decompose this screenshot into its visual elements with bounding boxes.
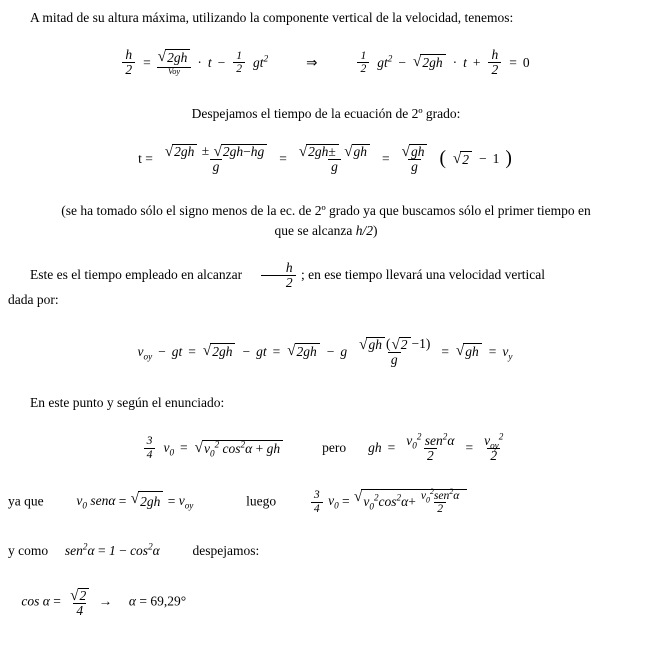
- radical-icon: √: [298, 144, 308, 161]
- fraction-sqrtgh-over-g: [398, 144, 432, 175]
- row-yaque-luego: [0, 486, 650, 516]
- variable-g: g: [340, 343, 348, 359]
- radicand-gh: gh: [409, 144, 428, 159]
- radical-icon: √: [344, 144, 353, 161]
- tiempo-suffix: ; en ese tiempo llevará una velocidad vertical: [301, 266, 546, 282]
- sqrt-gh: [402, 144, 428, 159]
- fraction-sqrtgh-times-paren-over-g: [355, 337, 433, 368]
- sqrt-2: [453, 151, 472, 168]
- equals-sign-3: =: [441, 343, 449, 359]
- sqrt-v0cos2a-plus-gh: [195, 440, 283, 457]
- sqrt-2gh-minus-hg: [214, 144, 268, 159]
- sqrt-final-expression: [354, 486, 467, 516]
- term-cos-alpha: cos α: [21, 593, 50, 609]
- numerator-voy-squared: $v_{oy}^2$: [484, 431, 504, 451]
- note-prefix: que se alcanza: [274, 222, 356, 238]
- radical-icon: √: [354, 488, 363, 505]
- term-gt-squared: $gt^2$: [253, 53, 269, 70]
- tiempo-prefix: Este es el tiempo empleado en alcanzar: [30, 266, 243, 282]
- radical-icon: √: [456, 343, 465, 360]
- equation-t-solution: [0, 144, 650, 175]
- note-suffix: ): [373, 222, 378, 238]
- sqrt-2gh-3: [287, 343, 320, 360]
- variable-alpha: α: [128, 593, 136, 609]
- numerator-sqrt-gh: [398, 144, 432, 159]
- radicand-2gh: 2gh: [165, 49, 190, 66]
- term-gt-2: gt: [256, 343, 267, 359]
- radicand-gh: gh: [352, 144, 371, 159]
- sqrt-2gh: [131, 491, 164, 512]
- variable-t: t: [207, 54, 212, 70]
- fraction-three-fourths: [144, 435, 156, 460]
- denominator-4: 4: [73, 603, 86, 618]
- paragraph-dada-por: dada por:: [8, 292, 59, 308]
- equals-sign: =: [188, 343, 196, 359]
- paragraph-note-line2: [0, 221, 650, 241]
- radicand-2gh-minus-hg: 2gh−hg: [221, 144, 267, 159]
- fraction-v0sen2a-over-2-b: [418, 486, 463, 516]
- paragraph-tiempo: [0, 261, 650, 290]
- radical-icon: √: [164, 144, 174, 161]
- dot-operator-2: ·: [452, 54, 458, 70]
- term-v0: $v_0$: [163, 440, 175, 458]
- sqrt-2gh: [203, 343, 236, 360]
- label-luego: luego: [246, 493, 277, 509]
- equals-sign-2: =: [382, 151, 390, 167]
- dot-operator: ·: [197, 54, 202, 70]
- denominator-g: g: [388, 352, 401, 367]
- numerator-v0sen2a: $v_0^2sen^2\alpha$: [420, 486, 460, 505]
- equals-sign-2: =: [387, 440, 396, 456]
- equals-sign-4: =: [488, 343, 497, 359]
- fraction-v0sen2a-over-2: [403, 431, 457, 463]
- equals-sign-3: =: [342, 493, 350, 509]
- denominator-4: 4: [144, 448, 156, 461]
- sqrt-2: [70, 588, 89, 603]
- fraction-h-over-2: [122, 48, 135, 77]
- denominator-g: g: [328, 159, 341, 174]
- equation-1: [0, 48, 650, 77]
- sqrt-gh-2: [456, 343, 482, 360]
- equation-final-result: [0, 587, 650, 618]
- underbrace-label: Voy: [168, 67, 181, 77]
- radical-icon: √: [359, 336, 368, 353]
- radical-icon: √: [287, 343, 296, 360]
- open-paren: (: [439, 148, 446, 170]
- minus-sign: −: [158, 343, 166, 359]
- denominator-2: 2: [261, 275, 296, 290]
- term-v0-sen-alpha: $v_0$ senα: [76, 493, 116, 511]
- radicand-v0cos2a-plus-gh: $v_0^2$ $\cos^2\alpha$ + gh: [202, 440, 283, 457]
- radicand-2: 2: [460, 151, 472, 168]
- minus-sign: −: [217, 54, 226, 70]
- radicand-2gh: 2gh: [295, 343, 320, 360]
- numerator-h: h: [285, 260, 293, 275]
- numerator-3: 3: [313, 488, 320, 502]
- row-ycomo: [0, 541, 650, 561]
- term-v0-b: $v_0$: [328, 493, 339, 511]
- angle-result-value: 69,29°: [150, 593, 187, 609]
- numerator-simplified: [295, 144, 374, 159]
- minus-sign-2: −: [242, 343, 251, 359]
- open-paren: (: [385, 335, 391, 351]
- numerator-h: h: [491, 47, 499, 63]
- radical-icon: √: [391, 336, 400, 353]
- numerator-1: 1: [236, 49, 243, 63]
- fraction-simplified: [295, 144, 374, 175]
- paragraph-enunciado: En este punto y según el enunciado:: [30, 395, 225, 411]
- label-pero: pero: [322, 440, 347, 456]
- plus-sign: +: [472, 54, 481, 70]
- fraction-h-over-2-b: [488, 48, 501, 77]
- underbrace-voy: [157, 49, 192, 76]
- radicand-2gh: 2gh: [172, 144, 197, 159]
- term-vy: $v_y$: [502, 343, 513, 362]
- sqrt-2gh: [165, 144, 198, 159]
- paragraph-intro: A mitad de su altura máxima, utilizando la componente vertical de la velocidad, tenemos:: [30, 10, 514, 25]
- zero-value: 0: [522, 54, 530, 70]
- numerator-1: 1: [360, 49, 367, 63]
- numerator-quadratic: [161, 144, 271, 159]
- sqrt-gh: [359, 337, 385, 352]
- radical-icon: √: [157, 49, 167, 66]
- label-ycomo: y como: [8, 543, 49, 559]
- fraction-sqrt2-over-4: [66, 587, 93, 618]
- radical-icon: √: [413, 54, 422, 71]
- denominator-g: g: [408, 159, 421, 174]
- sqrt-2: [391, 337, 410, 352]
- minus-sign-2: −: [398, 54, 407, 70]
- identity-sen2a: sen$^2$α: [64, 541, 95, 559]
- radical-icon: √: [452, 150, 462, 167]
- radical-icon: √: [213, 144, 222, 161]
- one-value: 1: [492, 151, 500, 167]
- radical-icon: √: [70, 587, 79, 604]
- arrow-icon: →: [98, 593, 113, 609]
- radicand-2: 2: [399, 337, 411, 352]
- fraction-three-fourths-2: [311, 489, 323, 514]
- numerator-sqrt2: [66, 587, 93, 602]
- radicand-final: $v_0^2\cos^2\alpha+$ $\frac{v_0^2sen^2\alpha}{2}$: [361, 489, 467, 515]
- numerator-3: 3: [146, 434, 153, 448]
- radicand-gh: gh: [463, 343, 482, 360]
- close-paren: ): [505, 148, 512, 170]
- fraction-one-half: [233, 50, 245, 75]
- numerator-h: h: [125, 47, 133, 63]
- radicand-2gh: 2gh: [138, 491, 163, 512]
- equals-sign: =: [97, 543, 106, 559]
- equation-enunciado: [0, 431, 650, 463]
- radicand-2gh: 2gh±: [306, 144, 339, 159]
- label-despejamos: despejamos:: [192, 543, 260, 559]
- fraction-quadratic: [161, 144, 271, 175]
- equals-sign: =: [53, 593, 61, 609]
- equals-sign: =: [143, 54, 151, 70]
- radicand-2: 2: [78, 588, 90, 603]
- label-yaque: ya que: [8, 493, 44, 509]
- minus-sign: −: [119, 543, 127, 559]
- sqrt-2gh-2: [413, 54, 446, 71]
- identity-one: 1: [108, 543, 116, 559]
- implies-arrow-icon: ⇒: [306, 54, 318, 70]
- equals-sign: =: [279, 151, 287, 167]
- denominator-2: 2: [122, 62, 135, 77]
- minus-sign: −: [479, 151, 487, 167]
- radical-icon: √: [202, 343, 212, 360]
- denominator-2: 2: [424, 448, 437, 463]
- equals-sign: =: [118, 493, 127, 509]
- equals-sign-2: =: [167, 493, 176, 509]
- denominator-2: 2: [488, 62, 501, 77]
- equation-velocity-vertical: [0, 337, 650, 368]
- equals-sign: =: [180, 440, 188, 456]
- sqrt-gh: [344, 144, 370, 159]
- note-math-h-over-2: h/2: [355, 222, 374, 238]
- term-voy: $v_{oy}$: [137, 343, 153, 362]
- denominator-2: 2: [357, 62, 369, 75]
- numerator-sqrtgh-paren: [355, 337, 433, 352]
- term-gt-squared-2: $gt^2$: [377, 53, 393, 70]
- close-paren: ): [425, 335, 431, 351]
- radical-icon: √: [130, 491, 140, 508]
- fraction-voy2-over-2: [481, 431, 506, 463]
- plus-minus-sign: ±: [201, 142, 210, 158]
- equals-sign-3: =: [465, 440, 474, 456]
- paragraph-note-line1: (se ha tomado sólo el signo menos de la ec. de 2º grado ya que buscamos sólo el primer tiempo en: [61, 202, 591, 218]
- identity-cos2a: $\cos^2\alpha$: [130, 541, 160, 559]
- equals-sign-2: =: [272, 343, 281, 359]
- numerator-v0sen2a: $v_0^2$ sen$^2$α: [406, 431, 455, 451]
- minus-sign: −: [411, 335, 420, 351]
- label-t: t =: [138, 151, 153, 167]
- denominator-2: 2: [233, 62, 245, 75]
- equals-sign-2: =: [509, 54, 517, 70]
- term-gt: gt: [171, 343, 183, 359]
- denominator-2: 2: [487, 448, 500, 463]
- radicand-gh: gh: [366, 337, 385, 352]
- radicand-2gh: 2gh: [420, 54, 445, 71]
- variable-t-2: t: [463, 54, 467, 70]
- paragraph-despejamos: Despejamos el tiempo de la ecuación de 2º grado:: [191, 105, 461, 121]
- one-value: 1: [419, 335, 426, 351]
- sqrt-2gh: [299, 144, 339, 159]
- denominator-g: g: [210, 159, 223, 174]
- fraction-h-over-2-inline: [261, 261, 296, 290]
- denominator-4: 4: [311, 502, 323, 515]
- radical-icon: √: [401, 144, 410, 161]
- equals-sign-2: =: [139, 593, 147, 609]
- radical-icon: √: [194, 439, 203, 456]
- term-gh: gh: [368, 440, 382, 456]
- fraction-one-half-2: [357, 50, 369, 75]
- radicand-2gh: 2gh: [210, 343, 235, 360]
- term-voy: $v_{oy}$: [178, 493, 194, 511]
- sqrt-2gh: [158, 49, 191, 66]
- minus-sign-3: −: [326, 343, 335, 359]
- denominator-2: 2: [434, 502, 446, 515]
